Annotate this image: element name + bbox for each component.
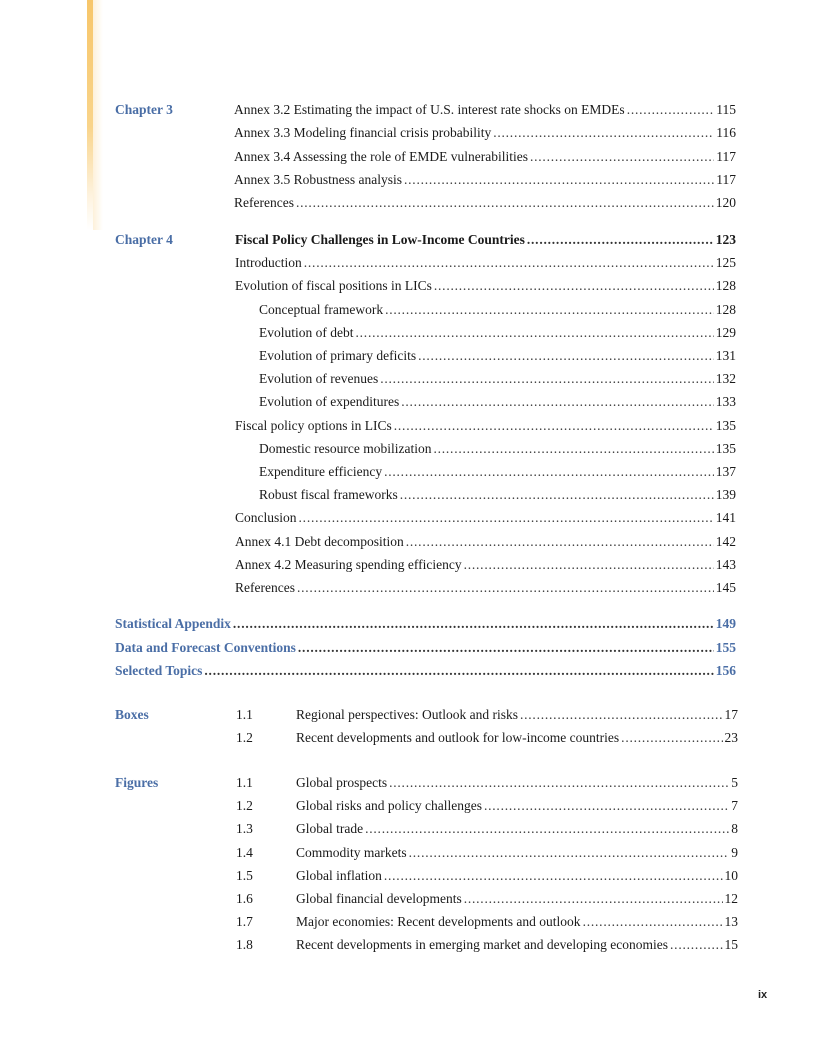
toc-entry-page: 155: [715, 639, 736, 655]
figure-entry[interactable]: [296, 910, 738, 933]
toc-entry-page: 132: [715, 371, 736, 387]
toc-entry-title: Evolution of debt: [259, 324, 354, 340]
dot-leader: [670, 933, 722, 956]
toc-entry-page: 141: [715, 510, 736, 526]
toc-entry-title: Statistical Appendix: [115, 616, 231, 631]
item-number: 1.7: [236, 914, 253, 930]
toc-entry-title: Annex 4.2 Measuring spending efficiency: [235, 556, 462, 572]
toc-entry-page: 143: [715, 556, 736, 572]
dot-leader: [380, 367, 714, 390]
toc-entry[interactable]: [235, 414, 736, 437]
figures-label: Figures: [115, 775, 159, 790]
toc-entry-page: 129: [715, 324, 736, 340]
toc-entry-page: 23: [724, 730, 738, 746]
toc-entry-page: 10: [724, 867, 738, 883]
item-number: 1.2: [236, 798, 253, 814]
figure-entry[interactable]: [296, 771, 738, 794]
dot-leader: [464, 553, 714, 576]
dot-leader: [385, 298, 714, 321]
toc-entry-page: 9: [731, 844, 738, 860]
item-number: 1.3: [236, 821, 253, 837]
toc-entry-page: 131: [715, 348, 736, 363]
dot-leader: [384, 460, 714, 483]
dot-leader: [296, 191, 714, 214]
appendix-entry[interactable]: [115, 659, 736, 682]
dot-leader: [464, 887, 723, 910]
dot-leader: [204, 659, 713, 682]
toc-entry[interactable]: [235, 576, 736, 599]
toc-entry-title: Annex 3.5 Robustness analysis: [234, 171, 402, 187]
toc-entry-title: Data and Forecast Conventions: [115, 639, 296, 655]
toc-entry-title: Global inflation: [296, 867, 382, 883]
toc-entry[interactable]: [235, 506, 736, 529]
dot-leader: [433, 437, 713, 460]
dot-leader: [406, 530, 714, 553]
dot-leader: [409, 841, 730, 864]
toc-entry-title: Evolution of fiscal positions in LICs: [235, 278, 432, 294]
toc-entry-page: 12: [724, 891, 738, 906]
toc-entry-page: 116: [716, 125, 736, 141]
toc-entry-title: Global trade: [296, 821, 364, 837]
dot-leader: [384, 864, 723, 887]
toc-entry-title: Expenditure efficiency: [259, 464, 383, 479]
toc-entry-page: 15: [724, 937, 738, 953]
toc-entry-page: 125: [715, 255, 736, 271]
toc-entry-title: Fiscal policy options in LICs: [235, 417, 392, 433]
toc-entry[interactable]: [259, 321, 736, 344]
toc-entry-page: 139: [715, 487, 736, 503]
item-number: 1.4: [236, 844, 253, 860]
toc-entry-title: References: [235, 580, 295, 595]
toc-entry-page: 128: [715, 301, 736, 317]
toc-entry[interactable]: [234, 145, 736, 168]
item-number: 1.1: [236, 707, 253, 722]
toc-entry-page: 7: [731, 798, 738, 814]
toc-entry[interactable]: [234, 121, 736, 144]
side-accent-glow: [93, 0, 103, 230]
toc-entry-page: 115: [716, 102, 736, 117]
toc-entry[interactable]: [259, 298, 736, 321]
toc-entry-page: 133: [715, 394, 736, 410]
dot-leader: [304, 251, 714, 274]
toc-entry-title: Global risks and policy challenges: [296, 798, 482, 814]
toc-entry-title: Global financial developments: [296, 891, 462, 906]
toc-entry-title: References: [234, 195, 294, 211]
box-entry[interactable]: [296, 703, 738, 726]
toc-entry[interactable]: [234, 98, 736, 121]
toc-entry-page: 156: [715, 663, 736, 678]
toc-entry-title: Introduction: [235, 255, 302, 271]
toc-entry-title: Robust fiscal frameworks: [259, 487, 398, 503]
toc-entry-title: Regional perspectives: Outlook and risks: [296, 707, 518, 722]
figure-entry[interactable]: [296, 887, 738, 910]
dot-leader: [583, 910, 723, 933]
toc-entry-title: Major economies: Recent developments and outlook: [296, 914, 581, 930]
dot-leader: [493, 121, 714, 144]
figure-entry[interactable]: [296, 794, 738, 817]
dot-leader: [627, 98, 715, 121]
toc-entry[interactable]: [259, 367, 736, 390]
toc-entry-title: Commodity markets: [296, 844, 407, 860]
toc-entry[interactable]: [234, 191, 736, 214]
toc-entry-title: Conclusion: [235, 510, 297, 526]
chapter-title-entry[interactable]: [235, 228, 736, 251]
toc-entry[interactable]: [259, 483, 736, 506]
toc-entry-page: 117: [716, 148, 736, 164]
toc-entry-title: Annex 3.4 Assessing the role of EMDE vulnerabilities: [234, 148, 528, 164]
toc-entry-page: 128: [715, 278, 736, 294]
toc-entry-page: 17: [724, 707, 738, 722]
toc-entry-title: Annex 3.3 Modeling financial crisis probability: [234, 125, 492, 141]
dot-leader: [621, 726, 722, 749]
appendix-entry[interactable]: [115, 612, 736, 635]
dot-leader: [389, 771, 729, 794]
item-number: 1.5: [236, 867, 253, 883]
boxes-label: Boxes: [115, 707, 149, 722]
item-number: 1.8: [236, 937, 253, 953]
toc-entry[interactable]: [259, 390, 736, 413]
toc-entry[interactable]: [259, 460, 736, 483]
toc-entry[interactable]: [235, 530, 736, 553]
toc-entry-title: Annex 3.2 Estimating the impact of U.S. interest rate shocks on EMDEs: [234, 102, 625, 117]
dot-leader: [404, 168, 714, 191]
toc-entry[interactable]: [259, 437, 736, 460]
item-number: 1.6: [236, 891, 253, 906]
toc-entry-title: Recent developments and outlook for low-income countries: [296, 730, 620, 746]
toc-entry-title: Global prospects: [296, 775, 388, 790]
item-number: 1.2: [236, 730, 253, 746]
dot-leader: [394, 414, 714, 437]
toc-entry-title: Evolution of primary deficits: [259, 348, 417, 363]
figure-entry[interactable]: [296, 933, 738, 956]
toc-entry-title: Conceptual framework: [259, 301, 384, 317]
dot-leader: [233, 612, 714, 635]
toc-entry-title: Annex 4.1 Debt decomposition: [235, 533, 404, 549]
toc-entry-page: 5: [731, 775, 738, 790]
dot-leader: [298, 636, 714, 659]
dot-leader: [400, 483, 714, 506]
page-folio: ix: [758, 989, 768, 1001]
dot-leader: [297, 576, 714, 599]
toc-entry-page: 145: [715, 580, 736, 595]
toc-entry-page: 135: [715, 417, 736, 433]
toc-entry-title: Recent developments in emerging market and developing economies: [296, 937, 669, 953]
toc-entry-page: 137: [715, 464, 736, 479]
box-entry[interactable]: [296, 726, 738, 749]
dot-leader: [434, 274, 714, 297]
dot-leader: [484, 794, 729, 817]
figure-entry[interactable]: [296, 841, 738, 864]
appendix-entry[interactable]: [115, 636, 736, 659]
toc-entry[interactable]: [235, 251, 736, 274]
dot-leader: [356, 321, 714, 344]
toc-entry[interactable]: [235, 553, 736, 576]
toc-entry-title: Evolution of revenues: [259, 371, 379, 387]
dot-leader: [401, 390, 714, 413]
chapter-4-label: Chapter 4: [115, 232, 173, 247]
toc-entry-title: Fiscal Policy Challenges in Low-Income Countries: [235, 232, 525, 247]
toc-entry-page: 120: [715, 195, 736, 211]
dot-leader: [530, 145, 714, 168]
dot-leader: [365, 817, 729, 840]
chapter-3-label: Chapter 3: [115, 102, 173, 117]
toc-entry-page: 13: [724, 914, 738, 930]
toc-entry-page: 149: [715, 616, 736, 631]
toc-entry[interactable]: [235, 274, 736, 297]
toc-entry-page: 117: [716, 171, 736, 187]
toc-entry-page: 123: [715, 232, 736, 247]
dot-leader: [418, 344, 714, 367]
toc-entry-page: 142: [715, 533, 736, 549]
toc-entry-title: Evolution of expenditures: [259, 394, 400, 410]
dot-leader: [299, 506, 714, 529]
item-number: 1.1: [236, 775, 253, 790]
toc-entry-page: 8: [731, 821, 738, 837]
toc-entry[interactable]: [234, 168, 736, 191]
toc-entry[interactable]: [259, 344, 736, 367]
dot-leader: [527, 228, 714, 251]
figure-entry[interactable]: [296, 817, 738, 840]
dot-leader: [520, 703, 723, 726]
toc-entry-page: 135: [715, 440, 736, 456]
toc-entry-title: Selected Topics: [115, 663, 203, 678]
figure-entry[interactable]: [296, 864, 738, 887]
toc-entry-title: Domestic resource mobilization: [259, 440, 432, 456]
